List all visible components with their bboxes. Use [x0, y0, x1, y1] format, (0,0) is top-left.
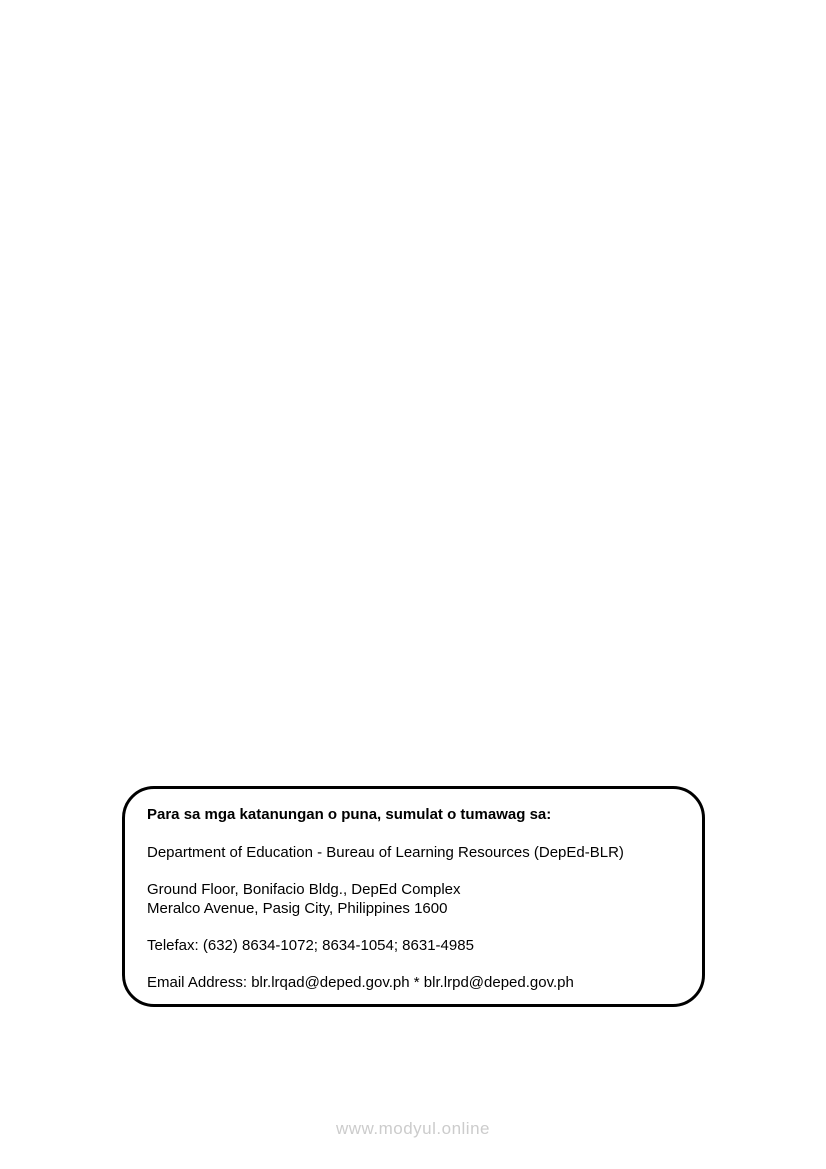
address-line-1: Ground Floor, Bonifacio Bldg., DepEd Complex	[147, 881, 461, 898]
address-block	[147, 880, 680, 918]
contact-info-box	[122, 786, 705, 1007]
site-watermark: www.modyul.online	[335, 1119, 490, 1138]
email-line: Email Address: blr.lrqad@deped.gov.ph * blr.lrpd@deped.gov.ph	[147, 974, 574, 991]
contact-box-heading: Para sa mga katanungan o puna, sumulat o tumawag sa:	[147, 806, 552, 823]
address-line-2: Meralco Avenue, Pasig City, Philippines 1600	[147, 900, 448, 917]
telefax-line: Telefax: (632) 8634-1072; 8634-1054; 8631-4985	[147, 937, 474, 954]
department-line: Department of Education - Bureau of Learning Resources (DepEd-BLR)	[147, 844, 624, 861]
